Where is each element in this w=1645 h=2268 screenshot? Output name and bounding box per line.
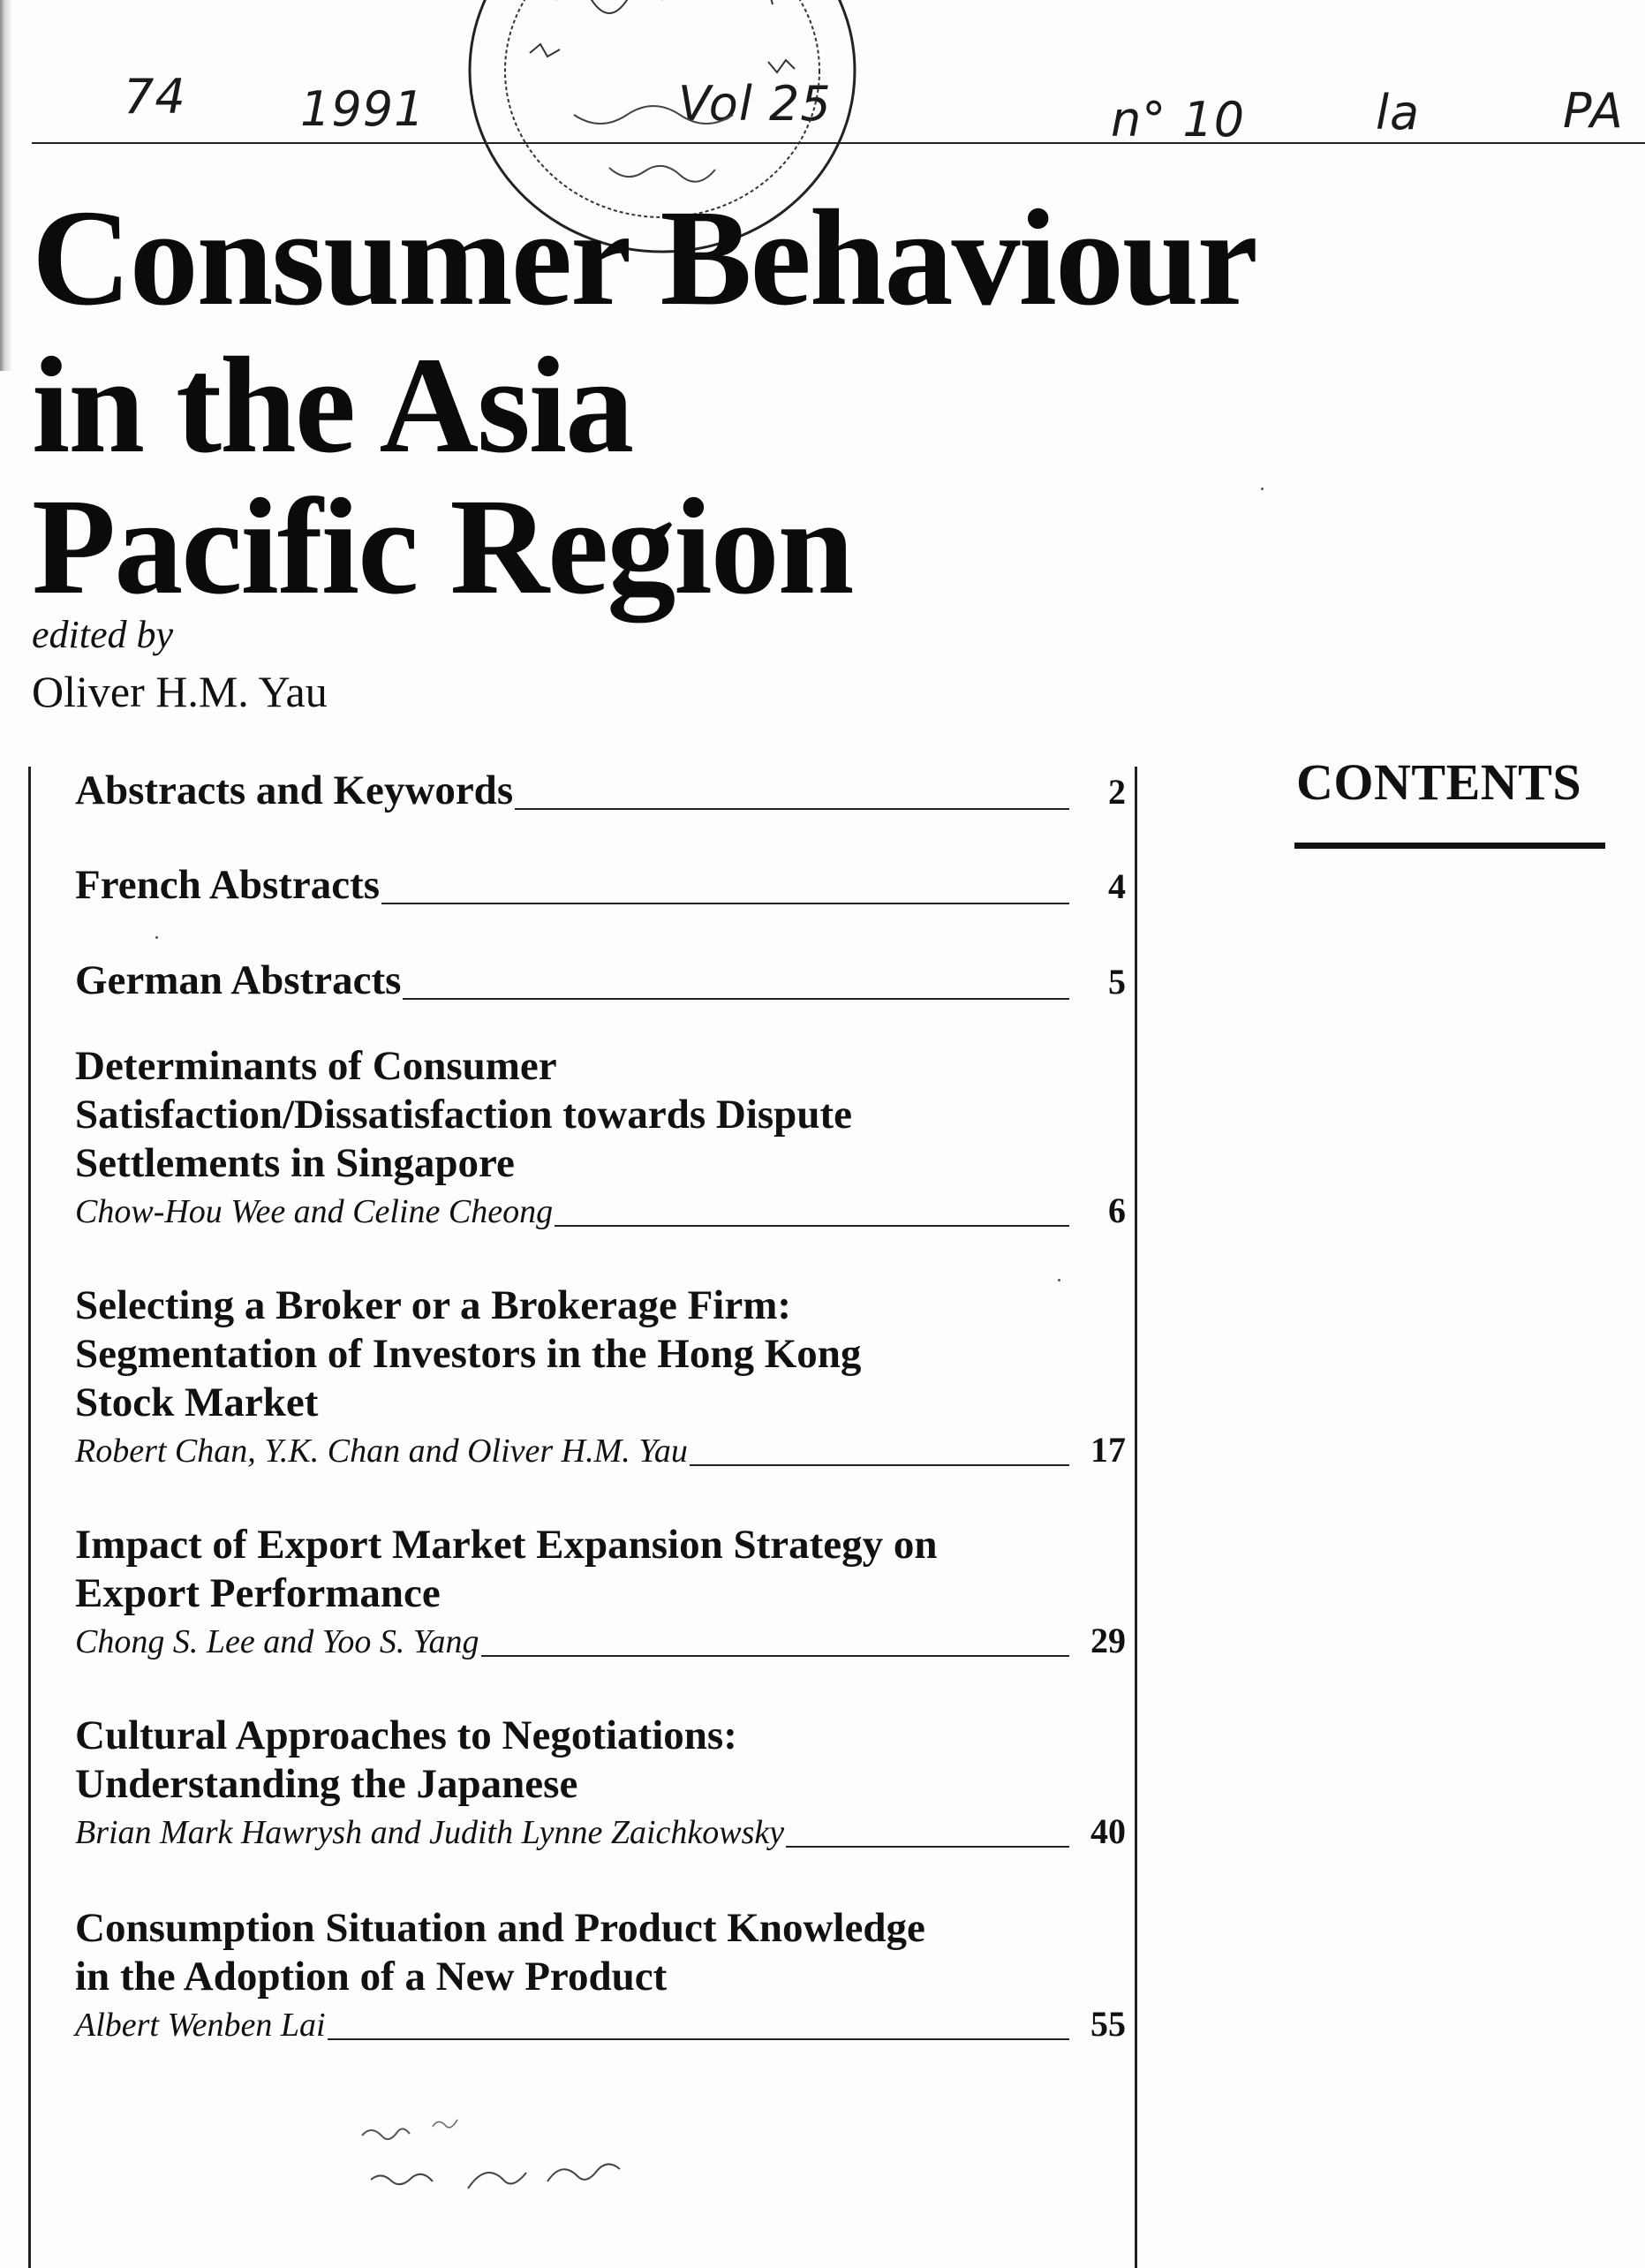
toc-page-number: 29: [1090, 1621, 1126, 1660]
edited-by-label: edited by: [32, 613, 174, 656]
toc-entry-title: Understanding the Japanese: [75, 1761, 578, 1807]
toc-entry-authors: Chow-Hou Wee and Celine Cheong: [75, 1193, 554, 1230]
toc-entry-row: [75, 956, 1126, 1005]
toc-entry-row: [75, 1620, 1126, 1662]
speck: [1261, 488, 1264, 490]
toc-entry: [75, 956, 1126, 1005]
toc-entry-title: Export Performance: [75, 1570, 441, 1616]
dotted-leader: [328, 2038, 1069, 2040]
toc-entry: [75, 767, 1126, 815]
toc-entry-title: Stock Market: [75, 1380, 319, 1425]
dotted-leader: [403, 998, 1069, 1000]
toc-entry-title: in the Adoption of a New Product: [75, 1954, 668, 2000]
toc-entry-title: Cultural Approaches to Negotiations:: [75, 1712, 737, 1758]
handwritten-note-pa: PA: [1563, 83, 1624, 139]
handwritten-note-number: 74: [124, 69, 186, 125]
dotted-leader: [381, 903, 1069, 904]
toc-page-number: 55: [1090, 2004, 1126, 2044]
toc-page-number: 2: [1108, 772, 1126, 812]
toc-entry-title: Abstracts and Keywords: [75, 767, 514, 813]
toc-page-number: 40: [1090, 1811, 1126, 1851]
contents-rule: [1294, 843, 1605, 849]
dotted-leader: [481, 1655, 1069, 1657]
toc-entry-title: Impact of Export Market Expansion Strategy on: [75, 1522, 938, 1568]
toc-entry: [75, 861, 1126, 910]
toc-entry: [75, 1712, 1126, 1853]
toc-entry-authors: Brian Mark Hawrysh and Judith Lynne Zaichkowsky: [75, 1814, 785, 1851]
speck: [1058, 1279, 1060, 1281]
toc-entry-row: [75, 1429, 1126, 1471]
toc-entry: [75, 1281, 1126, 1471]
toc-entry-row: [75, 1190, 1126, 1232]
toc-entry-title: Settlements in Singapore: [75, 1140, 515, 1186]
handwritten-note-la: la: [1376, 85, 1421, 140]
handwritten-note-issue: n° 10: [1111, 92, 1246, 147]
toc-entry: [75, 1521, 1126, 1662]
toc-page-number: 17: [1090, 1430, 1126, 1470]
handwritten-note-volume: Vol 25: [678, 76, 832, 132]
toc-entry-authors: Chong S. Lee and Yoo S. Yang: [75, 1623, 479, 1660]
toc-entry-authors: Albert Wenben Lai: [75, 2007, 326, 2044]
toc-entry: [75, 1904, 1126, 2045]
toc-entry-title: German Abstracts: [75, 957, 402, 1003]
toc-entry-authors: Robert Chan, Y.K. Chan and Oliver H.M. Yau: [75, 1433, 688, 1470]
title-line-2: in the Asia: [32, 329, 633, 481]
toc-page-number: 5: [1108, 962, 1126, 1002]
contents-heading: CONTENTS: [1296, 753, 1582, 811]
speck: [155, 936, 158, 939]
scan-edge-shadow: [0, 0, 12, 371]
toc-entry-row: [75, 767, 1126, 815]
toc-entry-title: Consumption Situation and Product Knowledge: [75, 1905, 925, 1951]
toc-entry-row: [75, 2003, 1126, 2045]
dotted-leader: [555, 1225, 1069, 1227]
toc-entry-row: [75, 1811, 1126, 1853]
dotted-leader: [786, 1846, 1069, 1848]
dotted-leader: [690, 1464, 1069, 1466]
editor-name: Oliver H.M. Yau: [32, 667, 328, 716]
toc-page-number: 6: [1108, 1191, 1126, 1230]
dotted-leader: [515, 808, 1069, 810]
toc-entry-row: [75, 861, 1126, 910]
toc-entry-title: Satisfaction/Dissatisfaction towards Dispute: [75, 1092, 852, 1138]
toc-entry-title: Determinants of Consumer: [75, 1043, 557, 1089]
title-line-3: Pacific Region: [32, 470, 853, 623]
handwritten-scribble: [336, 2100, 706, 2211]
title-line-1: Consumer Behaviour: [32, 181, 1256, 334]
table-of-contents: [28, 767, 1137, 2268]
toc-entry: [75, 1042, 1126, 1232]
toc-entry-title: Segmentation of Investors in the Hong Kong: [75, 1331, 862, 1377]
handwritten-note-year: 1991: [300, 81, 426, 137]
toc-entry-title: Selecting a Broker or a Brokerage Firm:: [75, 1282, 792, 1328]
toc-page-number: 4: [1108, 866, 1126, 906]
toc-entry-title: French Abstracts: [75, 862, 381, 908]
